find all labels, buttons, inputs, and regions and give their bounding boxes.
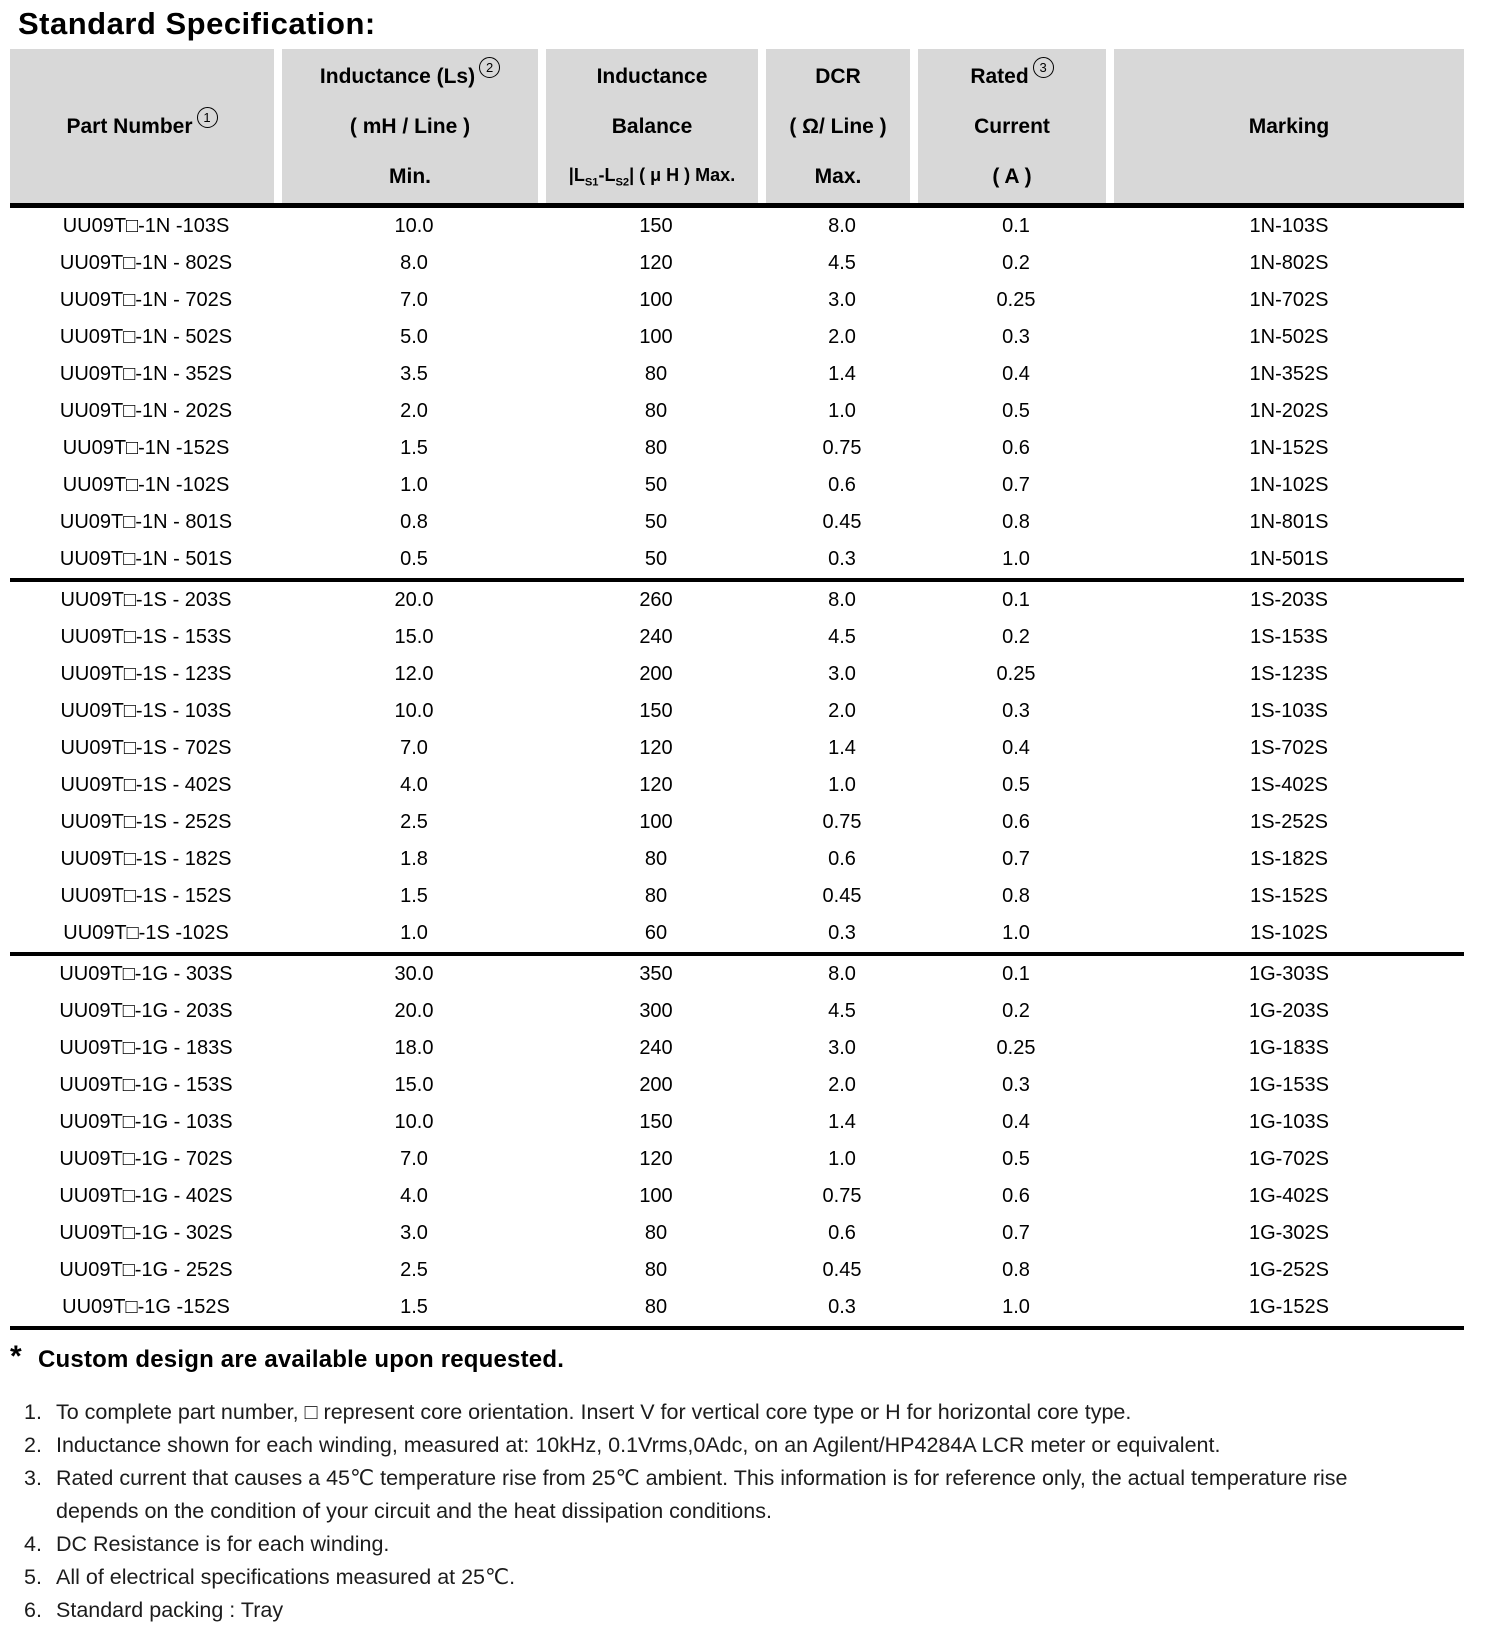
dcr-max-cell: 1.4 [828, 737, 856, 759]
subscript-s1: S1 [584, 177, 599, 189]
table-row [10, 1215, 1464, 1252]
header-line: Inductance [596, 65, 708, 88]
note-number: 4. [24, 1532, 42, 1556]
marking-cell: 1S-252S [1250, 811, 1328, 833]
rated-current-cell: 0.4 [1002, 1111, 1030, 1133]
marking-cell: 1S-203S [1250, 589, 1328, 611]
dcr-max-cell: 1.0 [828, 400, 856, 422]
rated-current-cell: 0.1 [1002, 963, 1030, 985]
formula-part: -L [598, 165, 616, 186]
table-row [10, 956, 1464, 993]
inductance-min-cell: 7.0 [400, 737, 428, 759]
table-header-row [10, 49, 1464, 208]
inductance-min-cell: 0.8 [400, 511, 428, 533]
inductance-min-cell: 1.0 [400, 474, 428, 496]
balance-max-cell: 150 [639, 1111, 673, 1133]
marking-cell: 1G-702S [1248, 1148, 1330, 1170]
balance-max-cell: 60 [644, 922, 668, 944]
part-number-cell: UU09T□-1G - 303S [59, 963, 233, 985]
inductance-min-cell: 2.5 [400, 811, 428, 833]
dcr-max-cell: 3.0 [828, 663, 856, 685]
note-2 [24, 1429, 1489, 1462]
balance-max-cell: 200 [639, 1074, 673, 1096]
dcr-max-cell: 0.3 [828, 1296, 856, 1318]
marking-cell: 1S-103S [1250, 700, 1328, 722]
dcr-max-cell: 1.4 [828, 1111, 856, 1133]
page-title: Standard Specification: [18, 6, 376, 41]
table-row [10, 993, 1464, 1030]
col-header-marking [1114, 49, 1464, 203]
inductance-min-cell: 7.0 [400, 1148, 428, 1170]
note-text: To complete part number, □ represent core orientation. Insert V for vertical core type or H for horizontal core type. [56, 1400, 1132, 1424]
marking-cell: 1N-702S [1249, 289, 1329, 311]
balance-max-cell: 80 [644, 1259, 668, 1281]
table-row [10, 804, 1464, 841]
inductance-min-cell: 18.0 [394, 1037, 434, 1059]
note-number: 1. [24, 1400, 42, 1424]
balance-max-cell: 50 [644, 548, 668, 570]
marking-cell: 1G-153S [1248, 1074, 1330, 1096]
part-number-cell: UU09T□-1N -102S [62, 474, 230, 496]
part-number-cell: UU09T□-1G - 302S [59, 1222, 233, 1244]
inductance-min-cell: 3.0 [400, 1222, 428, 1244]
part-number-cell: UU09T□-1G - 252S [59, 1259, 233, 1281]
balance-max-cell: 200 [639, 663, 673, 685]
rated-current-cell: 0.3 [1002, 1074, 1030, 1096]
part-number-cell: UU09T□-1S - 103S [60, 700, 232, 722]
rated-current-cell: 0.7 [1002, 848, 1030, 870]
specification-table [10, 49, 1464, 1330]
inductance-min-cell: 8.0 [400, 252, 428, 274]
part-number-cell: UU09T□-1G - 103S [59, 1111, 233, 1133]
part-number-cell: UU09T□-1G - 702S [59, 1148, 233, 1170]
table-row [10, 730, 1464, 767]
balance-max-cell: 80 [644, 400, 668, 422]
part-number-cell: UU09T□-1N - 502S [59, 326, 233, 348]
inductance-min-cell: 4.0 [400, 1185, 428, 1207]
table-row [10, 1141, 1464, 1178]
rated-current-cell: 0.4 [1002, 737, 1030, 759]
rated-current-cell: 0.7 [1002, 1222, 1030, 1244]
header-line: Current [974, 115, 1050, 138]
table-row [10, 208, 1464, 245]
part-number-cell: UU09T□-1S - 402S [60, 774, 232, 796]
rated-current-cell: 0.3 [1002, 700, 1030, 722]
note-number: 5. [24, 1565, 42, 1589]
balance-max-cell: 260 [639, 589, 673, 611]
part-number-cell: UU09T□-1S - 182S [60, 848, 232, 870]
rated-current-cell: 0.6 [1002, 1185, 1030, 1207]
part-group-1S [10, 582, 1464, 956]
header-line [970, 60, 1053, 89]
balance-max-cell: 80 [644, 885, 668, 907]
note-text: DC Resistance is for each winding. [56, 1532, 390, 1556]
part-number-cell: UU09T□-1S - 152S [60, 885, 232, 907]
balance-max-cell: 100 [639, 1185, 673, 1207]
header-line [319, 60, 500, 89]
notes-list [10, 1396, 1489, 1627]
balance-max-cell: 100 [639, 289, 673, 311]
part-number-cell: UU09T□-1G - 402S [59, 1185, 233, 1207]
marking-cell: 1S-702S [1250, 737, 1328, 759]
table-row [10, 1289, 1464, 1326]
dcr-max-cell: 2.0 [828, 1074, 856, 1096]
table-row [10, 393, 1464, 430]
balance-max-cell: 150 [639, 215, 673, 237]
header-unit: ( Ω/ Line ) [789, 115, 887, 138]
table-body [10, 208, 1464, 1330]
table-row [10, 319, 1464, 356]
note-text: Standard packing : Tray [56, 1598, 284, 1622]
formula-part: |L [568, 165, 585, 186]
table-row [10, 1252, 1464, 1289]
dcr-max-cell: 4.5 [828, 1000, 856, 1022]
table-row [10, 1067, 1464, 1104]
dcr-max-cell: 8.0 [828, 963, 856, 985]
table-row [10, 467, 1464, 504]
marking-cell: 1N-202S [1249, 400, 1329, 422]
dcr-max-cell: 0.6 [828, 474, 856, 496]
header-unit: ( A ) [992, 165, 1032, 188]
balance-max-cell: 150 [639, 700, 673, 722]
part-number-cell: UU09T□-1G -152S [62, 1296, 230, 1318]
inductance-min-cell: 1.8 [400, 848, 428, 870]
rated-current-cell: 0.3 [1002, 326, 1030, 348]
table-row [10, 656, 1464, 693]
table-row [10, 1104, 1464, 1141]
inductance-min-cell: 20.0 [394, 1000, 434, 1022]
rated-current-cell: 0.25 [996, 289, 1036, 311]
dcr-max-cell: 1.0 [828, 774, 856, 796]
inductance-min-cell: 2.0 [400, 400, 428, 422]
marking-cell: 1N-152S [1249, 437, 1329, 459]
balance-max-cell: 120 [639, 774, 673, 796]
dcr-max-cell: 0.45 [822, 511, 862, 533]
part-number-cell: UU09T□-1S - 203S [60, 589, 232, 611]
balance-max-cell: 100 [639, 811, 673, 833]
table-row [10, 693, 1464, 730]
marking-cell: 1S-102S [1250, 922, 1328, 944]
part-number-cell: UU09T□-1S - 123S [60, 663, 232, 685]
rated-current-cell: 1.0 [1002, 922, 1030, 944]
marking-cell: 1N-802S [1249, 252, 1329, 274]
rated-current-cell: 0.5 [1002, 1148, 1030, 1170]
table-row [10, 504, 1464, 541]
inductance-min-cell: 20.0 [394, 589, 434, 611]
dcr-max-cell: 8.0 [828, 589, 856, 611]
note-5 [24, 1561, 1489, 1594]
col-header-rated-current [918, 49, 1114, 203]
dcr-max-cell: 0.6 [828, 1222, 856, 1244]
table-row [10, 1030, 1464, 1067]
inductance-min-cell: 4.0 [400, 774, 428, 796]
balance-max-cell: 240 [639, 1037, 673, 1059]
note-text: Rated current that causes a 45℃ temperature rise from 25℃ ambient. This information is for reference only, the actual temperature rise depends on the condition of your circuit and the heat dissipation conditions. [56, 1466, 1348, 1523]
col-header-part-number [10, 49, 282, 203]
marking-cell: 1N-501S [1249, 548, 1329, 570]
marking-cell: 1S-182S [1250, 848, 1328, 870]
part-number-cell: UU09T□-1S - 153S [60, 626, 232, 648]
note-1 [24, 1396, 1489, 1429]
dcr-max-cell: 1.0 [828, 1148, 856, 1170]
custom-design-note-text: Custom design are available upon requested. [38, 1346, 565, 1373]
part-number-cell: UU09T□-1S - 252S [60, 811, 232, 833]
rated-current-cell: 0.7 [1002, 474, 1030, 496]
col-header-dcr [766, 49, 918, 203]
header-label: Part Number [66, 115, 193, 138]
balance-max-cell: 80 [644, 848, 668, 870]
col-header-inductance-balance [546, 49, 766, 203]
note-4 [24, 1528, 1489, 1561]
asterisk-marker: * [10, 1340, 22, 1373]
dcr-max-cell: 0.3 [828, 548, 856, 570]
balance-max-cell: 120 [639, 737, 673, 759]
note-number: 2. [24, 1433, 42, 1457]
marking-cell: 1N-103S [1249, 215, 1329, 237]
dcr-max-cell: 3.0 [828, 289, 856, 311]
note-6 [24, 1594, 1489, 1627]
dcr-max-cell: 3.0 [828, 1037, 856, 1059]
note-text: Inductance shown for each winding, measured at: 10kHz, 0.1Vrms,0Adc, on an Agilent/HP4284A LCR meter or equivalent. [56, 1433, 1221, 1457]
dcr-max-cell: 1.4 [828, 363, 856, 385]
part-number-cell: UU09T□-1N - 801S [59, 511, 233, 533]
header-formula [569, 165, 735, 189]
inductance-min-cell: 7.0 [400, 289, 428, 311]
inductance-min-cell: 3.5 [400, 363, 428, 385]
part-number-cell: UU09T□-1N - 702S [59, 289, 233, 311]
table-row [10, 356, 1464, 393]
part-number-cell: UU09T□-1N -103S [62, 215, 230, 237]
formula-part: | ( μ H ) Max. [629, 165, 736, 186]
note-3 [24, 1462, 1489, 1528]
rated-current-cell: 0.2 [1002, 1000, 1030, 1022]
marking-cell: 1G-402S [1248, 1185, 1330, 1207]
part-number-cell: UU09T□-1G - 183S [59, 1037, 233, 1059]
header-line: DCR [815, 65, 861, 88]
part-number-cell: UU09T□-1N - 501S [59, 548, 233, 570]
dcr-max-cell: 8.0 [828, 215, 856, 237]
part-number-cell: UU09T□-1G - 153S [59, 1074, 233, 1096]
inductance-min-cell: 2.5 [400, 1259, 428, 1281]
marking-cell: 1N-801S [1249, 511, 1329, 533]
header-label: Marking [1248, 115, 1330, 138]
marking-cell: 1N-102S [1249, 474, 1329, 496]
balance-max-cell: 120 [639, 252, 673, 274]
marking-cell: 1G-103S [1248, 1111, 1330, 1133]
dcr-max-cell: 0.45 [822, 1259, 862, 1281]
table-row [10, 582, 1464, 619]
circled-ref-3: 3 [1033, 57, 1054, 78]
part-number-cell: UU09T□-1S - 702S [60, 737, 232, 759]
table-row [10, 915, 1464, 952]
rated-current-cell: 0.5 [1002, 774, 1030, 796]
rated-current-cell: 0.25 [996, 1037, 1036, 1059]
col-header-inductance [282, 49, 546, 203]
note-text: All of electrical specifications measured at 25℃. [56, 1565, 516, 1589]
dcr-max-cell: 0.75 [822, 1185, 862, 1207]
rated-current-cell: 0.5 [1002, 400, 1030, 422]
marking-cell: 1S-153S [1250, 626, 1328, 648]
dcr-max-cell: 0.45 [822, 885, 862, 907]
part-number-cell: UU09T□-1S -102S [63, 922, 229, 944]
rated-current-cell: 0.8 [1002, 511, 1030, 533]
rated-current-cell: 0.1 [1002, 215, 1030, 237]
table-row [10, 619, 1464, 656]
balance-max-cell: 80 [644, 1296, 668, 1318]
part-group-1N [10, 208, 1464, 582]
balance-max-cell: 80 [644, 363, 668, 385]
part-group-1G [10, 956, 1464, 1330]
note-number: 6. [24, 1598, 42, 1622]
rated-current-cell: 0.8 [1002, 1259, 1030, 1281]
inductance-min-cell: 1.5 [400, 885, 428, 907]
dcr-max-cell: 0.75 [822, 437, 862, 459]
inductance-min-cell: 10.0 [394, 215, 434, 237]
part-number-cell: UU09T□-1N - 352S [59, 363, 233, 385]
table-row [10, 1178, 1464, 1215]
rated-current-cell: 0.25 [996, 663, 1036, 685]
balance-max-cell: 350 [639, 963, 673, 985]
header-unit: ( mH / Line ) [349, 115, 471, 138]
marking-cell: 1N-352S [1249, 363, 1329, 385]
balance-max-cell: 50 [644, 511, 668, 533]
table-row [10, 841, 1464, 878]
marking-cell: 1G-252S [1248, 1259, 1330, 1281]
balance-max-cell: 300 [639, 1000, 673, 1022]
marking-cell: 1G-183S [1248, 1037, 1330, 1059]
dcr-max-cell: 0.3 [828, 922, 856, 944]
part-number-cell: UU09T□-1N - 202S [59, 400, 233, 422]
table-row [10, 541, 1464, 578]
balance-max-cell: 100 [639, 326, 673, 348]
dcr-max-cell: 0.75 [822, 811, 862, 833]
rated-current-cell: 1.0 [1002, 1296, 1030, 1318]
inductance-min-cell: 15.0 [394, 626, 434, 648]
header-line: Balance [611, 115, 693, 139]
rated-current-cell: 0.2 [1002, 626, 1030, 648]
marking-cell: 1G-302S [1248, 1222, 1330, 1244]
inductance-min-cell: 10.0 [394, 700, 434, 722]
table-row [10, 430, 1464, 467]
dcr-max-cell: 2.0 [828, 326, 856, 348]
balance-max-cell: 80 [644, 437, 668, 459]
header-line [66, 110, 217, 139]
subscript-s2: S2 [615, 177, 630, 189]
part-number-cell: UU09T□-1N - 802S [59, 252, 233, 274]
rated-current-cell: 0.2 [1002, 252, 1030, 274]
circled-ref-1: 1 [197, 107, 218, 128]
custom-design-note [10, 1340, 1489, 1374]
marking-cell: 1S-123S [1250, 663, 1328, 685]
balance-max-cell: 50 [644, 474, 668, 496]
table-row [10, 282, 1464, 319]
rated-current-cell: 0.4 [1002, 363, 1030, 385]
balance-max-cell: 240 [639, 626, 673, 648]
inductance-min-cell: 1.5 [400, 1296, 428, 1318]
balance-max-cell: 120 [639, 1148, 673, 1170]
rated-current-cell: 0.6 [1002, 811, 1030, 833]
header-label: Inductance (Ls) [319, 65, 476, 88]
header-limit: Max. [814, 165, 862, 188]
header-label: Rated [970, 65, 1029, 88]
inductance-min-cell: 10.0 [394, 1111, 434, 1133]
dcr-max-cell: 2.0 [828, 700, 856, 722]
marking-cell: 1N-502S [1249, 326, 1329, 348]
circled-ref-2: 2 [479, 57, 500, 78]
rated-current-cell: 0.6 [1002, 437, 1030, 459]
rated-current-cell: 0.1 [1002, 589, 1030, 611]
inductance-min-cell: 1.0 [400, 922, 428, 944]
table-row [10, 767, 1464, 804]
dcr-max-cell: 4.5 [828, 626, 856, 648]
part-number-cell: UU09T□-1N -152S [62, 437, 230, 459]
note-number: 3. [24, 1466, 42, 1490]
rated-current-cell: 0.8 [1002, 885, 1030, 907]
part-number-cell: UU09T□-1G - 203S [59, 1000, 233, 1022]
inductance-min-cell: 1.5 [400, 437, 428, 459]
inductance-min-cell: 30.0 [394, 963, 434, 985]
dcr-max-cell: 0.6 [828, 848, 856, 870]
header-limit: Min. [389, 165, 431, 188]
inductance-min-cell: 15.0 [394, 1074, 434, 1096]
rated-current-cell: 1.0 [1002, 548, 1030, 570]
table-row [10, 245, 1464, 282]
marking-cell: 1S-402S [1250, 774, 1328, 796]
dcr-max-cell: 4.5 [828, 252, 856, 274]
balance-max-cell: 80 [644, 1222, 668, 1244]
marking-cell: 1G-152S [1248, 1296, 1330, 1318]
marking-cell: 1G-303S [1248, 963, 1330, 985]
inductance-min-cell: 12.0 [394, 663, 434, 685]
inductance-min-cell: 0.5 [400, 548, 428, 570]
table-row [10, 878, 1464, 915]
inductance-min-cell: 5.0 [400, 326, 428, 348]
marking-cell: 1G-203S [1248, 1000, 1330, 1022]
marking-cell: 1S-152S [1250, 885, 1328, 907]
